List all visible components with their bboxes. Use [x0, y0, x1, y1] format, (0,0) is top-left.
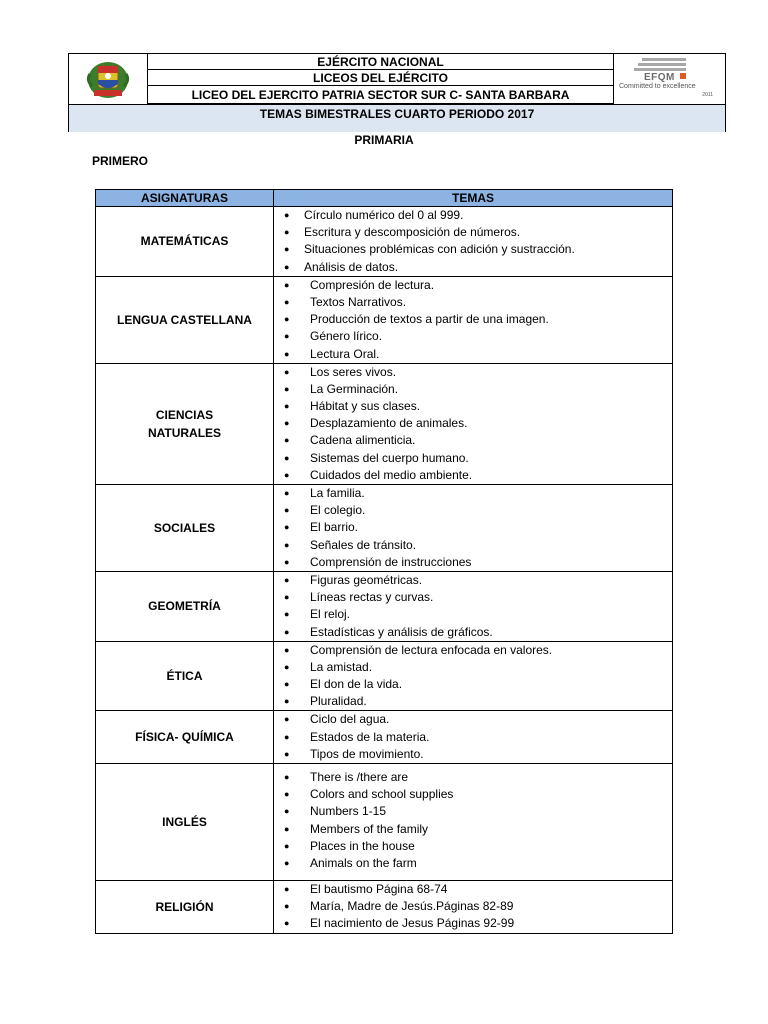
- topic-text: Numbers 1-15: [310, 804, 387, 819]
- bullet-icon: ●: [284, 609, 290, 620]
- topic-text: Colors and school supplies: [310, 787, 454, 802]
- bullet-icon: ●: [284, 679, 290, 690]
- topics-cell: [274, 641, 673, 711]
- topics-list: [274, 642, 672, 711]
- list-item: [274, 642, 672, 659]
- subject-cell: [96, 571, 274, 641]
- table-row: [96, 571, 673, 641]
- subject-name: ÉTICA: [166, 669, 203, 684]
- list-item: [274, 855, 672, 872]
- list-item: [274, 519, 672, 536]
- topic-text: Los seres vivos.: [310, 364, 397, 379]
- bullet-icon: ●: [284, 806, 290, 817]
- bullet-icon: ●: [284, 522, 290, 533]
- topics-list: [274, 711, 672, 763]
- topic-text: Análisis de datos.: [304, 259, 399, 274]
- bullet-icon: ●: [284, 366, 290, 377]
- list-item: [274, 432, 672, 449]
- topic-text: El nacimiento de Jesus Páginas 92-99: [310, 916, 515, 931]
- list-item: [274, 450, 672, 467]
- topics-cell: [274, 276, 673, 363]
- list-item: [274, 746, 672, 763]
- bullet-icon: ●: [284, 661, 290, 672]
- list-item: [274, 769, 672, 786]
- list-item: [274, 693, 672, 710]
- list-item: [274, 537, 672, 554]
- efqm-year: 2011: [702, 92, 713, 98]
- list-item: [274, 838, 672, 855]
- subject-name: SOCIALES: [153, 520, 216, 535]
- topic-text: Textos Narrativos.: [310, 294, 407, 309]
- bullet-icon: ●: [284, 331, 290, 342]
- bullet-icon: ●: [284, 748, 290, 759]
- list-item: [274, 711, 672, 728]
- topics-cell: [274, 207, 673, 277]
- bullet-icon: ●: [284, 452, 290, 463]
- list-item: [274, 606, 672, 623]
- table-row: [96, 276, 673, 363]
- topics-cell: [274, 764, 673, 881]
- list-item: [274, 803, 672, 820]
- efqm-brand: EFQM: [644, 72, 675, 83]
- list-item: [274, 624, 672, 641]
- list-item: [274, 467, 672, 484]
- bullet-icon: ●: [284, 227, 290, 238]
- subject-cell: [96, 641, 274, 711]
- topic-text: El reloj.: [310, 607, 351, 622]
- bullet-icon: ●: [284, 574, 290, 585]
- header-line-3: LICEO DEL EJERCITO PATRIA SECTOR SUR C- SANTA BARBARA: [148, 86, 613, 104]
- topic-text: Animals on the farm: [310, 855, 417, 870]
- subject-cell: [96, 881, 274, 934]
- topics-table: [95, 189, 673, 934]
- subject-name: MATEMÁTICAS: [140, 234, 229, 249]
- list-item: [274, 398, 672, 415]
- topics-cell: [274, 571, 673, 641]
- list-item: [274, 294, 672, 311]
- list-item: [274, 589, 672, 606]
- bullet-icon: ●: [284, 401, 290, 412]
- topic-text: Places in the house: [310, 838, 415, 853]
- topic-text: Hábitat y sus clases.: [310, 399, 421, 414]
- topic-text: María, Madre de Jesús.Páginas 82-89: [310, 899, 514, 914]
- topic-text: Comprensión de instrucciones: [310, 554, 472, 569]
- bullet-icon: ●: [284, 556, 290, 567]
- topic-text: Cadena alimenticia.: [310, 433, 416, 448]
- list-item: [274, 415, 672, 432]
- table-row: [96, 363, 673, 484]
- list-item: [274, 311, 672, 328]
- bullet-icon: ●: [284, 840, 290, 851]
- list-item: [274, 224, 672, 241]
- list-item: [274, 786, 672, 803]
- topic-text: Figuras geométricas.: [310, 572, 423, 587]
- topic-text: Comprensión de lectura enfocada en valores.: [310, 642, 553, 657]
- topic-text: Líneas rectas y curvas.: [310, 590, 434, 605]
- list-item: [274, 502, 672, 519]
- subject-cell: [96, 276, 274, 363]
- document-header: [68, 53, 726, 132]
- table-row: [96, 711, 673, 764]
- bullet-icon: ●: [284, 592, 290, 603]
- subject-name: LENGUA CASTELLANA: [117, 312, 252, 327]
- bullet-icon: ●: [284, 348, 290, 359]
- topic-text: Ciclo del agua.: [310, 712, 390, 727]
- topic-text: Sistemas del cuerpo humano.: [310, 450, 469, 465]
- list-item: [274, 277, 672, 294]
- topic-text: Cuidados del medio ambiente.: [310, 467, 473, 482]
- topics-list: [274, 572, 672, 641]
- bullet-icon: ●: [284, 435, 290, 446]
- section-title: PRIMARIA: [354, 133, 414, 147]
- topic-text: Pluralidad.: [310, 694, 367, 709]
- subject-name: INGLÉS: [162, 815, 207, 829]
- bullet-icon: ●: [284, 901, 290, 912]
- list-item: [274, 821, 672, 838]
- left-logo-cell: [69, 54, 148, 104]
- bullet-icon: ●: [284, 314, 290, 325]
- list-item: [274, 259, 672, 276]
- subject-cell: [96, 711, 274, 764]
- topic-text: Tipos de movimiento.: [310, 746, 424, 761]
- bullet-icon: ●: [284, 469, 290, 480]
- bullet-icon: ●: [284, 244, 290, 255]
- bullet-icon: ●: [284, 696, 290, 707]
- coat-of-arms-icon: [84, 56, 132, 102]
- subject-name: FÍSICA- QUÍMICA: [135, 730, 234, 745]
- list-item: [274, 346, 672, 363]
- subject-name-line-2: NATURALES: [147, 425, 222, 440]
- bullet-icon: ●: [284, 714, 290, 725]
- bullet-icon: ●: [284, 884, 290, 894]
- list-item: [274, 554, 672, 571]
- bullet-icon: ●: [284, 488, 290, 498]
- bullet-icon: ●: [284, 261, 290, 272]
- efqm-tagline: Committed to excellence: [619, 83, 696, 90]
- bullet-icon: ●: [284, 539, 290, 550]
- list-item: [274, 241, 672, 258]
- subject-name: CIENCIAS: [155, 407, 214, 422]
- header-line-2: LICEOS DEL EJÉRCITO: [148, 70, 613, 86]
- bullet-icon: ●: [284, 857, 290, 868]
- list-item: [274, 381, 672, 398]
- bullet-icon: ●: [284, 823, 290, 834]
- list-item: [274, 364, 672, 381]
- list-item: [274, 729, 672, 746]
- bullet-icon: ●: [284, 626, 290, 637]
- topics-list: [274, 485, 672, 571]
- bullet-icon: ●: [284, 383, 290, 394]
- bullet-icon: ●: [284, 296, 290, 307]
- subject-cell: [96, 207, 274, 277]
- bullet-icon: ●: [284, 789, 290, 800]
- header-line-4: TEMAS BIMESTRALES CUARTO PERIODO 2017: [69, 104, 725, 132]
- list-item: [274, 659, 672, 676]
- bullet-icon: ●: [284, 731, 290, 742]
- bullet-icon: ●: [284, 210, 290, 220]
- topics-cell: [274, 711, 673, 764]
- list-item: [274, 676, 672, 693]
- subject-name: RELIGIÓN: [155, 899, 214, 914]
- list-item: [274, 485, 672, 502]
- bullet-icon: ●: [284, 918, 290, 929]
- header-line-1: EJÉRCITO NACIONAL: [148, 54, 613, 70]
- topic-text: El colegio.: [310, 503, 366, 518]
- topics-list: [274, 207, 672, 276]
- list-item: [274, 207, 672, 224]
- bullet-icon: ●: [284, 418, 290, 429]
- bullet-icon: ●: [284, 279, 290, 290]
- topic-text: Lectura Oral.: [310, 346, 380, 361]
- topics-cell: [274, 485, 673, 572]
- list-item: [274, 328, 672, 345]
- bullet-icon: ●: [284, 772, 290, 782]
- topic-text: Producción de textos a partir de una imagen.: [310, 312, 549, 327]
- topic-text: La Germinación.: [310, 381, 399, 396]
- topic-text: El don de la vida.: [310, 677, 403, 692]
- topics-list: [274, 881, 672, 933]
- table-row: [96, 764, 673, 881]
- topic-text: Escritura y descomposición de números.: [304, 225, 521, 240]
- list-item: [274, 898, 672, 915]
- topics-list: [274, 764, 672, 872]
- topic-text: Estados de la materia.: [310, 729, 430, 744]
- table-header-row: [96, 190, 673, 207]
- topics-list: [274, 364, 672, 484]
- subject-column-header: ASIGNATURAS: [96, 190, 274, 207]
- topic-text: Estadísticas y análisis de gráficos.: [310, 624, 493, 639]
- topics-column-header: TEMAS: [274, 190, 673, 207]
- topic-text: El bautismo Página 68-74: [310, 882, 448, 896]
- table-row: [96, 485, 673, 572]
- table-row: [96, 207, 673, 277]
- table-body: [96, 207, 673, 934]
- topic-text: Desplazamiento de animales.: [310, 416, 468, 431]
- topic-text: Señales de tránsito.: [310, 537, 417, 552]
- grade-title: PRIMERO: [92, 154, 149, 168]
- topic-text: Círculo numérico del 0 al 999.: [304, 208, 464, 222]
- list-item: [274, 915, 672, 932]
- topic-text: El barrio.: [310, 520, 359, 535]
- subject-name: GEOMETRÍA: [148, 599, 221, 614]
- subject-cell: [96, 363, 274, 484]
- topic-text: La amistad.: [310, 659, 373, 674]
- topics-cell: [274, 881, 673, 934]
- list-item: [274, 572, 672, 589]
- topic-text: Género lírico.: [310, 329, 383, 344]
- bullet-icon: ●: [284, 644, 290, 655]
- list-item: [274, 881, 672, 898]
- efqm-logo: [613, 54, 725, 104]
- topic-text: Situaciones problémicas con adición y sustracción.: [304, 242, 575, 257]
- table-row: [96, 881, 673, 934]
- topic-text: Members of the family: [310, 821, 429, 836]
- subject-cell: [96, 764, 274, 881]
- bullet-icon: ●: [284, 505, 290, 516]
- topic-text: La familia.: [310, 486, 365, 500]
- topic-text: There is /there are: [310, 770, 409, 784]
- topic-text: Compresión de lectura.: [310, 277, 435, 292]
- topics-cell: [274, 363, 673, 484]
- subject-cell: [96, 485, 274, 572]
- topics-list: [274, 277, 672, 363]
- table-row: [96, 641, 673, 711]
